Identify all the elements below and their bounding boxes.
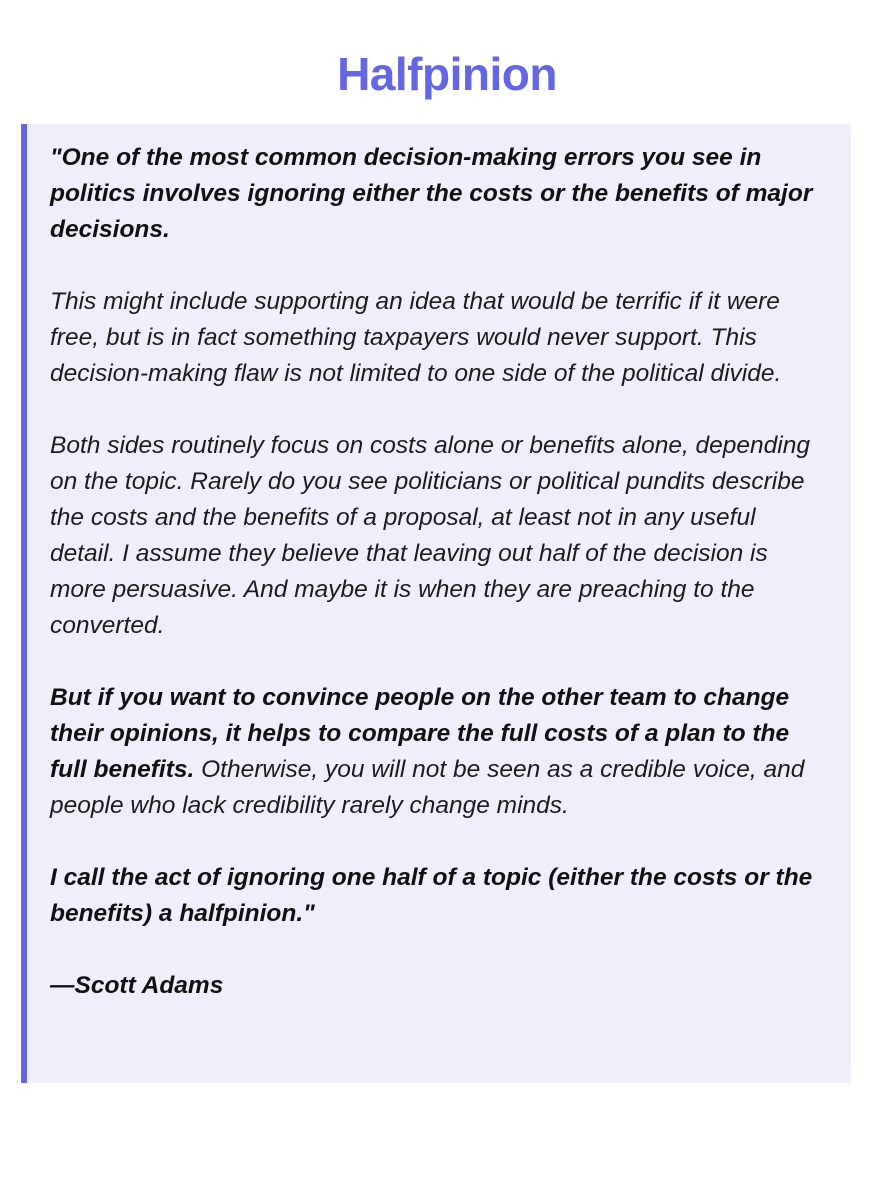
quote-paragraph-4 xyxy=(50,680,827,824)
quote-paragraph-4-emphasis: But if you want to convince people on the other team to change their opinions, it helps to compare the full costs of a plan to the full benefits. xyxy=(50,684,790,783)
quote-attribution: —Scott Adams xyxy=(50,972,224,999)
quote-paragraph-5: I call the act of ignoring one half of a topic (either the costs or the benefits) a halfpinion." xyxy=(50,864,813,927)
blockquote xyxy=(21,124,851,1083)
quote-paragraph-3: Both sides routinely focus on costs alone or benefits alone, depending on the topic. Rarely do you see politicians or political pundits describe the costs and the benefits of a proposal, at least not in any useful detail. I assume they believe that leaving out half of the decision is more persuasive. And maybe it is when they are preaching to the converted. xyxy=(50,432,811,639)
quote-paragraph-1: "One of the most common decision-making errors you see in politics involves ignoring either the costs or the benefits of major decisions. xyxy=(50,144,813,243)
quote-paragraph-2: This might include supporting an idea that would be terrific if it were free, but is in fact something taxpayers would never support. This decision-making flaw is not limited to one side of the political divide. xyxy=(50,288,782,387)
quote-paragraph-4-rest: Otherwise, you will not be seen as a credible voice, and people who lack credibility rarely change minds. xyxy=(50,756,805,819)
page-title: Halfpinion xyxy=(337,48,557,100)
